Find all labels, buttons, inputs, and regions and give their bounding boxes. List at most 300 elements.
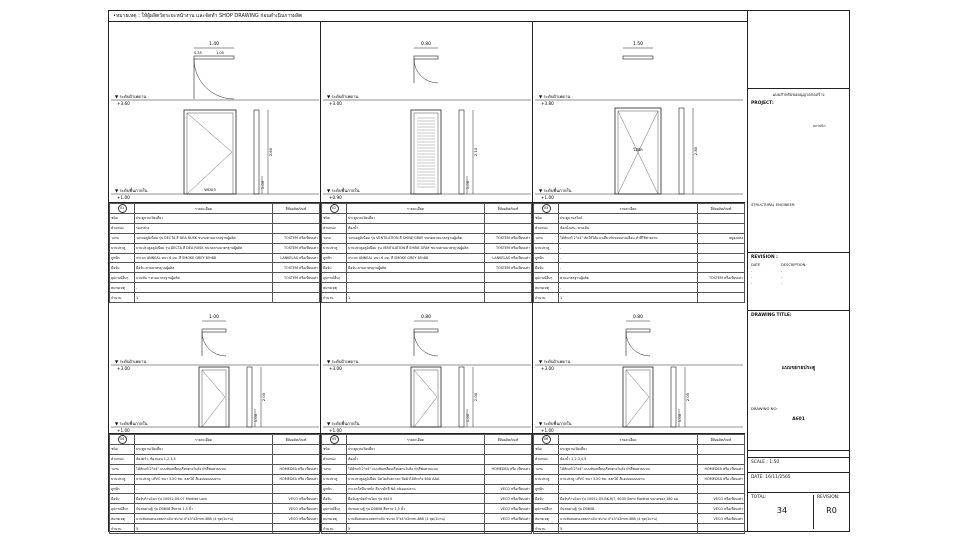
table-row [110,223,320,233]
table-row [322,524,532,534]
row-label: วงกบ [322,464,347,474]
door-swing-arc [202,332,226,356]
row-desc: ประตูบานเปิดเดี่ยว [559,445,698,455]
row-brand: VECO หรือเทียบเท่า [273,504,320,514]
table-row [322,445,532,455]
row-label: มือจับ [534,494,559,504]
row-desc: กันชนยางตู้ รุ่น D0808 สีทราย 1.5 นิ้ว [347,504,485,514]
header-brand: ยี่ห้อผลิตภัณฑ์ [485,435,532,445]
row-label: หมายเหตุ [110,514,135,524]
row-brand: TOSTEM หรือเทียบเท่า [485,233,532,243]
row-desc: กันชนยางตู้ รุ่น D0808 สีทราย 1.5 นิ้ว [135,504,273,514]
row-desc: บานประตูอลูมิเนียม นิคโคลั่นตะกละ ปิดผิวไม้สักจริง 60A AAA [347,474,485,484]
row-desc: - [135,484,273,494]
spec-table-04 [109,433,320,534]
plan-width-label: 0.80 [632,315,644,320]
row-desc: 5 [347,524,485,534]
table-row [322,223,532,233]
door-number: 03 [542,204,551,213]
row-desc: 1 [135,293,273,303]
table-row [534,233,745,243]
revision-box [748,253,849,311]
height-value: 2.10 [473,147,478,157]
swing-indicator [626,370,649,427]
header-desc: รายละเอียด [559,435,698,445]
row-desc: บานพับสแตนเลสยกระดับ ขนาด 3"x4"x2mm.4BB (3 ชุด/1บาน) [347,514,485,524]
general-note: •หมายเหตุ : ให้ผู้ผลิตวัดระยะหน้างาน และจัดทำ SHOP DRAWING ก่อนดำเนินการผลิต [109,11,747,22]
table-row [322,474,532,484]
row-brand: TOSTEM หรือเทียบเท่า [485,243,532,253]
row-desc: ไม้สักแท้ 2"x4" ตัดให้ได้แนวเดียวกับขอบบานเลื่อน ทำสีให้สวยงาม [559,233,698,243]
table-row [534,474,745,484]
ceiling-level-value: +3.00 [541,366,554,371]
project-box [748,89,849,253]
drawing-no-label: DRAWING NO: [751,406,778,411]
header-brand: ยี่ห้อผลิตภัณฑ์ [698,435,745,445]
table-row [534,524,745,534]
table-row [110,484,320,494]
door-number: 01 [118,204,127,213]
door-panel-03 [533,22,745,299]
row-brand: VECO หรือเทียบเท่า [698,514,745,524]
row-brand [273,223,320,233]
header-brand: ยี่ห้อผลิตภัณฑ์ [485,204,532,214]
row-brand [485,223,532,233]
wall-plan [626,329,650,332]
table-row [322,283,532,293]
door-elevation-frame [184,110,236,194]
door-section [254,110,259,194]
row-label: ชนิด [534,445,559,455]
row-brand: VECO หรือเทียบเท่า [485,484,532,494]
row-desc: ไม้สักแท้ 2"x4" แบบสันเหลี่ยมเรียบตรงโบลิ่ง ทำสีพ่นตามแบบ [347,464,485,474]
row-desc: กระจก ANNEAL หนา 6 มม. สี SMOKE GREY 85ร88 [347,253,485,263]
door-elevation-frame [623,367,653,427]
height-value: 2.00 [473,392,478,402]
architect-label: สถาปนิก [813,124,826,128]
door-elevation-frame [411,367,441,427]
row-desc: กระจก ANNEAL หนา 6 มม. สี SMOKE GREY 85ร88 [135,253,273,263]
table-row [110,273,320,283]
plan-width-label: 0.80 [420,315,432,320]
header-brand: ยี่ห้อผลิตภัณฑ์ [273,435,320,445]
row-label: มือจับ [110,494,135,504]
ceiling-level-label: ▼ ระดับฝ้าเพดาน [539,94,571,99]
row-desc: ประตูบานเปิดเดี่ยว [135,445,273,455]
row-label: ตำแหน่ง [110,223,135,233]
table-row [322,273,532,283]
floor-level-label: ▼ ระดับพื้นภายใน [539,421,572,426]
rev-date-col: DATE [751,263,761,267]
spec-table-06 [533,433,745,534]
drawing-title: แบบขยายประตู [781,365,816,371]
row-brand: VECO หรือเทียบเท่า [273,514,320,524]
row-label: ตำแหน่ง [322,223,347,233]
door-section [671,367,676,427]
table-row [534,243,745,253]
row-brand [273,454,320,464]
row-label: ชนิด [534,214,559,224]
drawing-no: A601 [792,417,805,422]
row-desc: - [347,283,485,293]
row-desc: มือจับ ตามมาตรฐานผู้ผลิต [135,263,273,273]
revision-row: - - [751,281,783,285]
wall-plan [414,56,438,59]
row-desc: มือจับก้านโยก รุ่น 10052-05-07 Mortise Lock [135,494,273,504]
row-brand [698,263,745,273]
table-row [534,263,745,273]
row-brand: HOMEDEA หรือ เทียบเท่า [485,464,532,474]
row-brand [273,484,320,494]
row-label: มือจับ [110,263,135,273]
ceiling-level-label: ▼ ระดับฝ้าเพดาน [539,359,571,364]
door-number: 02 [330,204,339,213]
plan-width-label: 0.80 [420,42,432,47]
row-desc: มือจับก้านโยก รุ่น 10052-05-BK-RJT, 6035 Semi Mortise ขนาดของ 180 มม. [559,494,698,504]
row-desc: มือจับ ตามมาตรฐานผู้ผลิต [347,263,485,273]
row-desc: ห้องน้ำ [347,454,485,464]
row-desc: ห้องนั่งเล่น, ทางเดิน [559,223,698,233]
row-desc: - [347,273,485,283]
revision-row: - - [751,275,783,279]
total-value: 34 [776,506,788,515]
table-row [110,454,320,464]
floor-level-label: ▼ ระดับพื้นภายใน [327,188,360,193]
row-desc: - [559,283,698,293]
row-label: วงกบ [110,464,135,474]
wall-plan [194,56,234,59]
door-swing-arc [414,332,438,356]
spec-table-03 [533,202,745,303]
floor-level-value: +1.00 [117,195,130,200]
row-desc: 1 [347,293,485,303]
row-desc: ประตูบานเปิดเดี่ยว [347,214,485,224]
table-row [110,243,320,253]
revision-row: - - [751,269,783,273]
ceiling-level-value: +3.80 [541,101,554,106]
floor-level-label: ▼ ระดับพื้นภายใน [327,421,360,426]
row-brand [485,283,532,293]
row-label: วงกบ [534,464,559,474]
table-row [534,253,745,263]
row-label: บานประตู [322,474,347,484]
row-brand [698,484,745,494]
row-label: ลูกฟัก [110,253,135,263]
row-desc: บานประตู uPVC หนา 3.50 ซม. ลอกไม้ สีแดงมอแบบผ่าน [135,474,273,484]
row-label: อุปกรณ์อื่นๆ [110,504,135,514]
swing-indicator [414,370,437,427]
row-label: จำนวน [534,524,559,534]
door-drawing-05 [321,299,533,433]
door-drawing-01 [109,22,321,202]
plan-width-label: 1.00 [208,315,220,320]
row-desc: - [559,253,698,263]
handle-height-value: 1.00 [465,413,470,423]
title-block [748,11,849,531]
approval-label: แบบสำหรับขออนุญาตก่อสร้าง [772,92,825,97]
row-desc: บานประตูอลูมิเนียม รุ่น VENTILATION สี SHINE GRAY ขนาดตามมาตรฐานผู้ผลิต [347,243,485,253]
row-brand: VECO หรือเทียบเท่า [273,494,320,504]
door-panel-02 [321,22,533,299]
row-desc: - [559,263,698,273]
table-row [534,273,745,283]
height-value: 2.00 [261,392,266,402]
row-label: จำนวน [110,524,135,534]
door-number: 04 [118,435,127,444]
door-section [459,367,464,427]
table-row [534,484,745,494]
table-row [322,464,532,474]
row-label: วงกบ [110,233,135,243]
row-label: อุปกรณ์อื่นๆ [534,504,559,514]
row-label: หมายเหตุ [534,283,559,293]
floor-level-value: +1.00 [117,428,130,433]
door-drawing-03 [533,22,745,202]
row-desc: ไม้สักแท้ 2"x4" แบบสันเหลี่ยมเรียบตรงโบลิ่ง ทำสีพ่นตามแบบ [135,464,273,474]
door-number: 05 [330,435,339,444]
table-row [322,263,532,273]
row-brand: LANKELAS หรือเทียบเท่า [273,253,320,263]
row-label: ชนิด [110,214,135,224]
spec-table-02 [321,202,532,303]
row-label: มือจับ [322,494,347,504]
table-row [110,494,320,504]
table-row [322,514,532,524]
revision-no-value: R0 [826,506,837,515]
row-brand [485,273,532,283]
spec-table-05 [321,433,532,534]
door-panel-06 [533,299,745,531]
header-brand: ยี่ห้อผลิตภัณฑ์ [698,204,745,214]
table-row [534,283,745,293]
table-row [110,445,320,455]
spec-table-01 [109,202,320,303]
rev-desc-col: DESCRIPTION [781,263,806,267]
row-desc: ห้องน้ำ 1,2,3,4,5 [559,454,698,464]
row-brand [273,214,320,224]
row-label: วงกบ [534,233,559,243]
project-label: PROJECT: [751,101,774,106]
row-brand: - [485,474,532,484]
height-value: 2.80 [693,146,698,156]
door-swing-arc [626,332,650,356]
row-brand [485,524,532,534]
plan-width-label: 1.50 [632,42,644,47]
row-brand: LANKELAS หรือเทียบเท่า [485,253,532,263]
row-label: จำนวน [534,293,559,303]
table-row [322,494,532,504]
ceiling-level-value: +3.60 [117,101,130,106]
table-row [110,253,320,263]
row-brand: หยูฮงแต่ง [698,233,745,243]
row-label: ชนิด [110,445,135,455]
ceiling-level-label: ▼ ระดับฝ้าเพดาน [327,359,359,364]
plan-sub-label: 1.05 [216,51,224,55]
row-brand: TOSTEM หรือเทียบเท่า [273,273,320,283]
total-box [748,493,849,531]
scale-box [748,457,849,473]
plan-sub-label: 0.35 [194,51,202,55]
row-brand [698,283,745,293]
table-row [534,514,745,524]
row-brand: VECO หรือเทียบเท่า [698,504,745,514]
door-drawing-06 [533,299,745,433]
row-label: อุปกรณ์อื่นๆ [322,504,347,514]
row-brand [485,214,532,224]
table-row [534,464,745,474]
door-swing-arc [414,59,438,83]
row-brand: TOSTEM หรือเทียบเท่า [273,243,320,253]
wall-plan [414,329,438,332]
row-brand [698,243,745,253]
drawing-sheet [108,10,850,532]
row-desc: 5 [135,524,273,534]
handle-height-value: 1.00 [465,180,470,190]
table-row [110,474,320,484]
header-desc: รายละเอียด [135,204,273,214]
row-desc: ห้องครัว, ห้องนอน 1,2,3,4 [135,454,273,464]
row-label: หมายเหตุ [110,283,135,293]
row-label: ตำแหน่ง [322,454,347,464]
header-desc: รายละเอียด [347,204,485,214]
row-brand [698,454,745,464]
door-elevation-leaf [187,113,233,194]
row-brand: VECO หรือเทียบเท่า [485,494,532,504]
date-value: DATE: 16/11/2565 [751,475,791,480]
table-row [110,464,320,474]
row-desc: - [135,283,273,293]
ceiling-level-value: +3.00 [117,366,130,371]
row-label: ตำแหน่ง [534,454,559,464]
row-brand: TOSTEM หรือเทียบเท่า [485,263,532,273]
row-desc: วงกบอลูมิเนียม รุ่น VENTILATION สี SHINE GRAY ขนาดตามมาตรฐานผู้ผลิต [347,233,485,243]
row-label: มือจับ [322,263,347,273]
row-brand [698,223,745,233]
row-desc: ประตูบานเปิดเดี่ยว [347,445,485,455]
door-elevation-leaf [414,370,438,427]
row-desc: ไม้สักแท้ 2"x4" แบบสันเหลี่ยมเรียบตรงโบลิ่ง ทำสีพ่นตามแบบ [559,464,698,474]
row-label: บานประตู [534,243,559,253]
table-row [534,214,745,224]
row-brand: HOMEDEA หรือ เทียบเท่า [698,474,745,484]
door-tag: WD03 [204,187,216,192]
row-desc: บานพับ ฯ ตามมาตรฐานผู้ผลิต [135,273,273,283]
door-elevation-leaf [414,113,438,194]
row-desc: ห้องน้ำ [347,223,485,233]
header-desc: รายละเอียด [135,435,273,445]
total-label: TOTAL: [751,495,767,500]
handle-height-value: 1.00 [677,413,682,423]
table-row [322,454,532,464]
header-desc: รายละเอียด [347,435,485,445]
door-elevation-leaf [626,370,650,427]
table-row [322,214,532,224]
swing-indicator [187,113,232,194]
floor-level-label: ▼ ระดับพื้นภายใน [115,421,148,426]
door-panel-05 [321,299,533,531]
row-brand [485,454,532,464]
row-brand [273,283,320,293]
door-drawing-02 [321,22,533,202]
floor-level-label: ▼ ระดับพื้นภายใน [115,188,148,193]
ceiling-level-label: ▼ ระดับฝ้าเพดาน [115,94,147,99]
plan-width-label: 1.40 [208,42,220,47]
row-label: หมายเหตุ [322,283,347,293]
row-desc: บานประตูอลูมิเนียม รุ่น DECTA สี DEA RUSK ขนาดตามมาตรฐานผู้ผลิต [135,243,273,253]
table-row [534,445,745,455]
table-row [322,504,532,514]
door-panel-01 [109,22,321,299]
table-row [110,233,320,243]
table-row [110,263,320,273]
table-row [110,214,320,224]
revision-label: REVISION : [751,255,778,260]
row-label: อุปกรณ์อื่นๆ [322,273,347,283]
table-row [534,223,745,233]
door-tag: ไม้อัด [633,147,643,152]
row-desc: ประตูบานสไลด์ [559,214,698,224]
main-area [109,11,748,531]
ceiling-level-label: ▼ ระดับฝ้าเพดาน [115,359,147,364]
row-label: บานประตู [110,243,135,253]
row-brand: TOSTEM หรือเทียบเท่า [698,273,745,283]
row-label: อุปกรณ์อื่นๆ [110,273,135,283]
table-row [322,233,532,243]
row-label: จำนวน [322,524,347,534]
date-box [748,473,849,493]
floor-level-value: +1.00 [329,428,342,433]
row-label: มือจับ [534,263,559,273]
door-swing-arc [194,59,234,99]
ceiling-level-value: +3.00 [329,366,342,371]
row-desc: ร่องกลาง [135,223,273,233]
ceiling-level-label: ▼ ระดับฝ้าเพดาน [327,94,359,99]
height-value: 2.05 [685,392,690,402]
row-label: บานประตู [110,474,135,484]
table-row [110,504,320,514]
row-label: ลูกฟัก [534,253,559,263]
row-label: บานประตู [322,243,347,253]
header-desc: รายละเอียด [559,204,698,214]
row-brand: TOSTEM หรือเทียบเท่า [273,233,320,243]
row-brand: HOMEDEA หรือ เทียบเท่า [273,464,320,474]
door-elevation-leaf [202,370,226,427]
row-brand [273,524,320,534]
door-number: 06 [542,435,551,444]
row-desc: วงกบอลูมิเนียม รุ่น DECTA สี DEA RUSK ขนาดตามมาตรฐานผู้ผลิต [135,233,273,243]
row-label: ลูกฟัก [534,484,559,494]
row-brand: TOSTEM หรือเทียบเท่า [273,263,320,273]
row-label: จำนวน [110,293,135,303]
revision-no-label: REVISION: [817,495,840,500]
row-label: ตำแหน่ง [534,223,559,233]
table-row [110,514,320,524]
table-row [110,524,320,534]
table-row [534,494,745,504]
scale-value: SCALE : 1:50 [751,460,780,465]
drawing-title-label: DRAWING TITLE: [751,313,792,318]
logo-box [748,11,849,89]
row-desc: - [559,243,698,253]
row-desc: 5 [559,524,698,534]
row-brand: VECO หรือเทียบเท่า [485,504,532,514]
table-row [534,454,745,464]
row-desc: - [559,484,698,494]
row-brand [485,445,532,455]
row-label: หมายเหตุ [534,514,559,524]
row-brand [698,214,745,224]
row-brand: VECO หรือเทียบเท่า [485,514,532,524]
